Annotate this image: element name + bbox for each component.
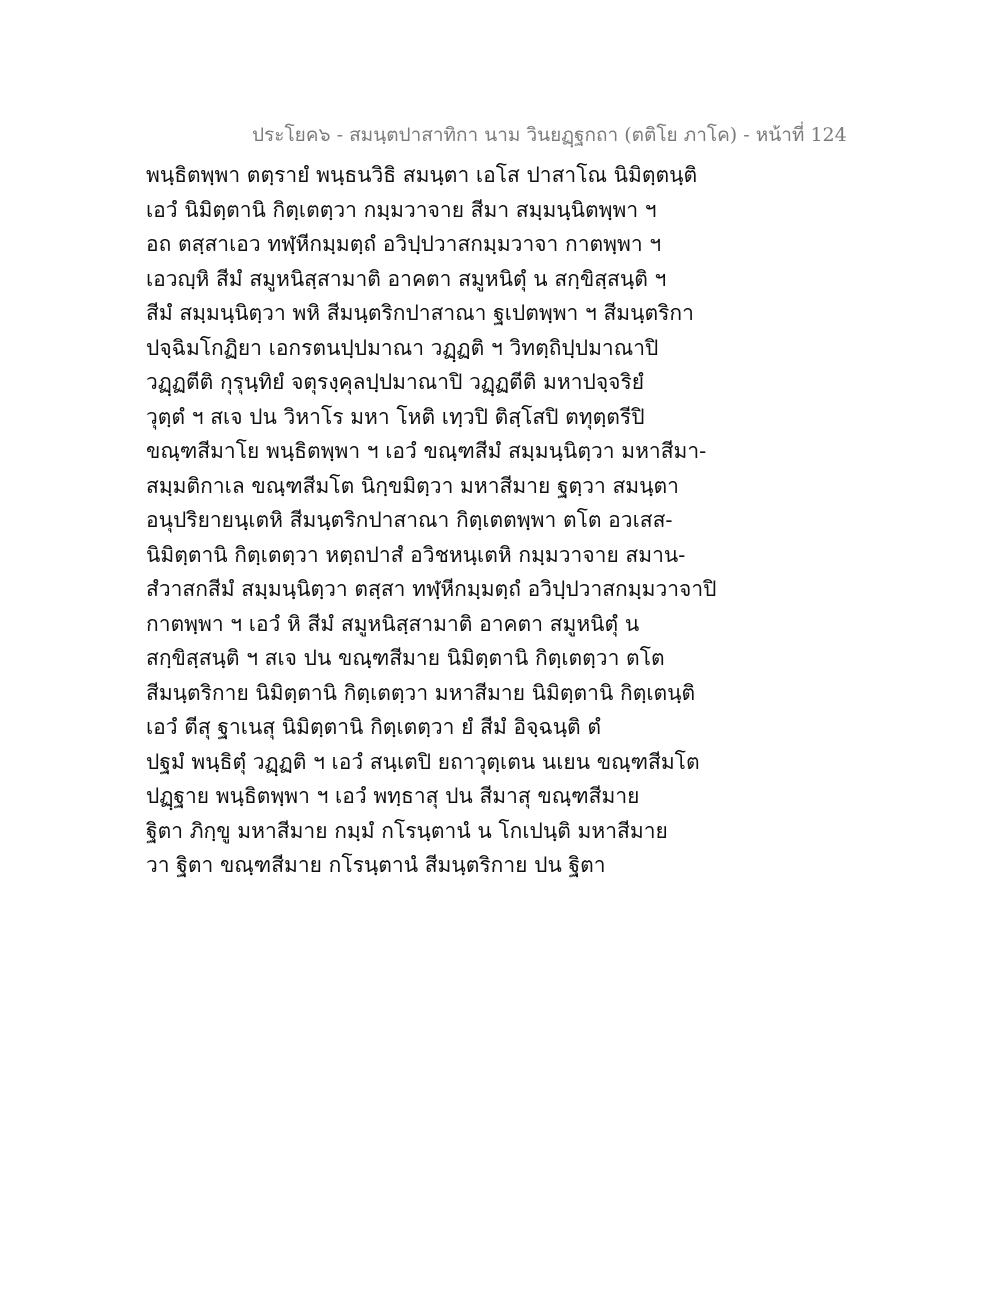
body-text [146,158,866,883]
text-line: ปฏฺฐาย พนฺธิตพฺพา ฯ เอวํ พทฺธาสุ ปน สีมาสุ ขณฺฑสีมาย [146,784,640,808]
text-line: สํวาสกสีมํ สมฺมนฺนิตฺวา ตสฺสา ทฬฺหีกมฺมตฺถํ อวิปฺปวาสกมฺมวาจาปิ [146,577,717,601]
text-line: เอวํ นิมิตฺตานิ กิตฺเตตฺวา กมฺมวาจาย สีมา สมฺมนฺนิตพฺพา ฯ [146,197,657,222]
text-line: สีมนฺตริกาย นิมิตฺตานิ กิตฺเตตฺวา มหาสีมาย นิมิตฺตานิ กิตฺเตนฺติ [146,680,696,705]
text-line: วฏฺฏตีติ กุรุนฺทิยํ จตุรงฺคุลปฺปมาณาปิ วฏฺฏตีติ มหาปจฺจริยํ [146,370,645,394]
text-line: กาตพฺพา ฯ เอวํ หิ สีมํ สมูหนิสฺสามาติ อาคตา สมูหนิตุํ น [146,611,640,636]
text-line: ขณฺฑสีมาโย พนฺธิตพฺพา ฯ เอวํ ขณฺฑสีมํ สมฺมนฺนิตฺวา มหาสีมา- [146,439,707,463]
text-line: เอวํ ตีสุ ฐาเนสุ นิมิตฺตานิ กิตฺเตตฺวา ยํ สีมํ อิจฺฉนฺติ ตํ [146,715,601,739]
text-line: สมฺมติกาเล ขณฺฑสีมโต นิกฺขมิตฺวา มหาสีมาย ฐตฺวา สมนฺตา [146,473,679,498]
text-line: วุตฺตํ ฯ สเจ ปน วิหาโร มหา โหติ เทฺวปิ ติสฺโสปิ ตทุตฺตรีปิ [146,404,645,429]
text-line: อถ ตสฺสาเอว ทฬฺหีกมฺมตฺถํ อวิปฺปวาสกมฺมวาจา กาตพฺพา ฯ [146,232,662,256]
text-line: สกฺขิสฺสนฺติ ฯ สเจ ปน ขณฺฑสีมาย นิมิตฺตานิ กิตฺเตตฺวา ตโต [146,646,665,670]
text-line: วา ฐิตา ขณฺฑสีมาย กโรนฺตานํ สีมนฺตริกาย ปน ฐิตา [146,853,606,877]
text-line: สีมํ สมฺมนฺนิตฺวา พหิ สีมนฺตริกปาสาณา ฐเปตพฺพา ฯ สีมนฺตริกา [146,301,694,325]
text-line: อนุปริยายนฺเตหิ สีมนฺตริกปาสาณา กิตฺเตตพฺพา ตโต อวเสส- [146,508,673,532]
text-line: ปฐมํ พนฺธิตุํ วฏฺฏติ ฯ เอวํ สนฺเตปิ ยถาวุตฺเตน นเยน ขณฺฑสีมโต [146,749,700,774]
text-line: เอวญฺหิ สีมํ สมูหนิสฺสามาติ อาคตา สมูหนิตุํ น สกฺขิสฺสนฺติ ฯ [146,266,667,291]
text-line: ฐิตา ภิกฺขู มหาสีมาย กมฺมํ กโรนฺตานํ น โกเปนฺติ มหาสีมาย [146,818,668,843]
text-line: พนฺธิตพฺพา ตตฺรายํ พนฺธนวิธิ สมนฺตา เอโส ปาสาโณ นิมิตฺตนฺติ [146,163,698,187]
page-header: ประโยค๖ - สมนฺตปาสาทิกา นาม วินยฏฺฐกถา (ตติโย ภาโค) - หน้าที่ 124 [252,124,847,146]
text-line: ปจฺฉิมโกฏิยา เอกรตนปฺปมาณา วฏฺฏติ ฯ วิทตฺถิปฺปมาณาปิ [146,335,659,360]
text-line: นิมิตฺตานิ กิตฺเตตฺวา หตฺถปาสํ อวิชหนฺเตหิ กมฺมวาจาย สมาน- [146,542,686,567]
